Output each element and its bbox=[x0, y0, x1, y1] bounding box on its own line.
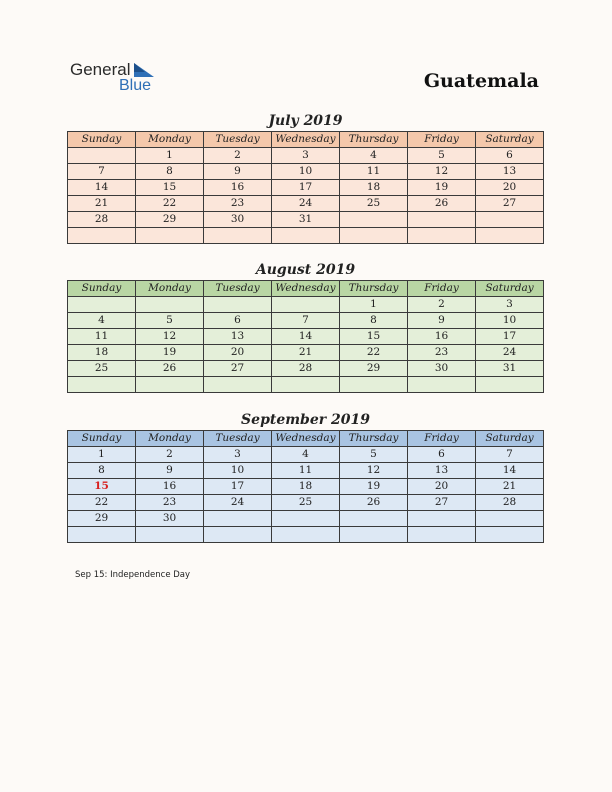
day-cell: 29 bbox=[136, 212, 204, 228]
day-cell: 12 bbox=[408, 164, 476, 180]
empty-cell bbox=[272, 527, 340, 543]
empty-cell bbox=[204, 377, 272, 393]
day-cell: 10 bbox=[272, 164, 340, 180]
empty-cell bbox=[204, 297, 272, 313]
day-cell: 27 bbox=[408, 495, 476, 511]
month-september bbox=[67, 410, 544, 543]
weekday-monday: Monday bbox=[136, 132, 204, 148]
weekday-sunday: Sunday bbox=[68, 281, 136, 297]
week-row bbox=[68, 527, 544, 543]
day-cell: 6 bbox=[408, 447, 476, 463]
empty-cell bbox=[272, 228, 340, 244]
generalblue-logo bbox=[70, 60, 170, 96]
week-row bbox=[68, 148, 544, 164]
day-cell: 25 bbox=[272, 495, 340, 511]
day-cell: 23 bbox=[204, 196, 272, 212]
day-cell: 4 bbox=[340, 148, 408, 164]
day-cell: 25 bbox=[340, 196, 408, 212]
day-cell: 28 bbox=[272, 361, 340, 377]
empty-cell bbox=[340, 212, 408, 228]
day-cell: 6 bbox=[476, 148, 544, 164]
empty-cell bbox=[476, 511, 544, 527]
weekday-saturday: Saturday bbox=[476, 431, 544, 447]
weekday-thursday: Thursday bbox=[340, 132, 408, 148]
empty-cell bbox=[68, 377, 136, 393]
empty-cell bbox=[408, 212, 476, 228]
calendar-table bbox=[67, 131, 544, 244]
day-cell: 21 bbox=[68, 196, 136, 212]
weekday-saturday: Saturday bbox=[476, 281, 544, 297]
day-cell: 27 bbox=[476, 196, 544, 212]
day-cell: 9 bbox=[136, 463, 204, 479]
week-row bbox=[68, 447, 544, 463]
weekday-header-row bbox=[68, 431, 544, 447]
day-cell: 21 bbox=[272, 345, 340, 361]
holiday-note: Sep 15: Independence Day bbox=[75, 570, 191, 580]
calendar-table bbox=[67, 280, 544, 393]
week-row bbox=[68, 196, 544, 212]
day-cell: 16 bbox=[204, 180, 272, 196]
day-cell: 4 bbox=[68, 313, 136, 329]
month-title: July 2019 bbox=[268, 113, 343, 129]
weekday-saturday: Saturday bbox=[476, 132, 544, 148]
day-cell: 12 bbox=[340, 463, 408, 479]
day-cell: 25 bbox=[68, 361, 136, 377]
empty-cell bbox=[476, 212, 544, 228]
week-row bbox=[68, 228, 544, 244]
empty-cell bbox=[408, 228, 476, 244]
weekday-tuesday: Tuesday bbox=[204, 281, 272, 297]
day-cell: 13 bbox=[408, 463, 476, 479]
day-cell: 24 bbox=[476, 345, 544, 361]
empty-cell bbox=[340, 228, 408, 244]
day-cell: 23 bbox=[136, 495, 204, 511]
day-cell: 1 bbox=[136, 148, 204, 164]
logo-text-general: General bbox=[70, 60, 131, 79]
empty-cell bbox=[408, 377, 476, 393]
day-cell: 28 bbox=[476, 495, 544, 511]
day-cell: 24 bbox=[272, 196, 340, 212]
empty-cell bbox=[204, 511, 272, 527]
month-august bbox=[67, 260, 544, 393]
day-cell: 14 bbox=[272, 329, 340, 345]
day-cell: 8 bbox=[136, 164, 204, 180]
day-cell: 7 bbox=[68, 164, 136, 180]
weekday-header-row bbox=[68, 132, 544, 148]
day-cell: 26 bbox=[340, 495, 408, 511]
day-cell: 1 bbox=[340, 297, 408, 313]
day-cell: 29 bbox=[68, 511, 136, 527]
day-cell: 5 bbox=[340, 447, 408, 463]
day-cell: 30 bbox=[136, 511, 204, 527]
day-cell: 10 bbox=[476, 313, 544, 329]
empty-cell bbox=[408, 527, 476, 543]
day-cell: 19 bbox=[136, 345, 204, 361]
week-row bbox=[68, 377, 544, 393]
empty-cell bbox=[204, 228, 272, 244]
day-cell: 6 bbox=[204, 313, 272, 329]
day-cell: 27 bbox=[204, 361, 272, 377]
week-row bbox=[68, 329, 544, 345]
day-cell: 2 bbox=[136, 447, 204, 463]
week-row bbox=[68, 180, 544, 196]
empty-cell bbox=[136, 377, 204, 393]
week-row bbox=[68, 511, 544, 527]
day-cell: 8 bbox=[340, 313, 408, 329]
empty-cell bbox=[340, 527, 408, 543]
calendar-body bbox=[68, 148, 544, 244]
weekday-friday: Friday bbox=[408, 281, 476, 297]
day-cell: 3 bbox=[272, 148, 340, 164]
day-cell: 8 bbox=[68, 463, 136, 479]
weekday-sunday: Sunday bbox=[68, 431, 136, 447]
empty-cell bbox=[476, 377, 544, 393]
logo-flag-icon bbox=[134, 63, 154, 77]
day-cell: 13 bbox=[204, 329, 272, 345]
day-cell: 15 bbox=[340, 329, 408, 345]
day-cell: 11 bbox=[272, 463, 340, 479]
empty-cell bbox=[340, 511, 408, 527]
calendar-table bbox=[67, 430, 544, 543]
day-cell: 18 bbox=[340, 180, 408, 196]
day-cell: 3 bbox=[476, 297, 544, 313]
week-row bbox=[68, 313, 544, 329]
weekday-thursday: Thursday bbox=[340, 431, 408, 447]
calendar-body bbox=[68, 447, 544, 543]
day-cell: 2 bbox=[408, 297, 476, 313]
empty-cell bbox=[136, 228, 204, 244]
country-title: Guatemala bbox=[423, 70, 539, 92]
month-title: August 2019 bbox=[255, 262, 356, 278]
holiday-day-cell: 15 bbox=[68, 479, 136, 495]
day-cell: 18 bbox=[272, 479, 340, 495]
day-cell: 17 bbox=[272, 180, 340, 196]
weekday-friday: Friday bbox=[408, 431, 476, 447]
weekday-tuesday: Tuesday bbox=[204, 132, 272, 148]
day-cell: 19 bbox=[408, 180, 476, 196]
empty-cell bbox=[136, 297, 204, 313]
weekday-wednesday: Wednesday bbox=[272, 431, 340, 447]
day-cell: 5 bbox=[136, 313, 204, 329]
empty-cell bbox=[68, 297, 136, 313]
empty-cell bbox=[272, 377, 340, 393]
day-cell: 11 bbox=[68, 329, 136, 345]
day-cell: 16 bbox=[136, 479, 204, 495]
day-cell: 22 bbox=[136, 196, 204, 212]
week-row bbox=[68, 345, 544, 361]
weekday-friday: Friday bbox=[408, 132, 476, 148]
day-cell: 31 bbox=[272, 212, 340, 228]
day-cell: 19 bbox=[340, 479, 408, 495]
calendar-body bbox=[68, 297, 544, 393]
week-row bbox=[68, 495, 544, 511]
day-cell: 15 bbox=[136, 180, 204, 196]
day-cell: 14 bbox=[476, 463, 544, 479]
empty-cell bbox=[68, 148, 136, 164]
day-cell: 13 bbox=[476, 164, 544, 180]
day-cell: 20 bbox=[408, 479, 476, 495]
day-cell: 22 bbox=[340, 345, 408, 361]
day-cell: 30 bbox=[204, 212, 272, 228]
day-cell: 5 bbox=[408, 148, 476, 164]
day-cell: 2 bbox=[204, 148, 272, 164]
day-cell: 31 bbox=[476, 361, 544, 377]
empty-cell bbox=[476, 228, 544, 244]
day-cell: 7 bbox=[476, 447, 544, 463]
weekday-monday: Monday bbox=[136, 431, 204, 447]
day-cell: 17 bbox=[476, 329, 544, 345]
week-row bbox=[68, 297, 544, 313]
month-july bbox=[67, 111, 544, 244]
week-row bbox=[68, 479, 544, 495]
day-cell: 20 bbox=[476, 180, 544, 196]
day-cell: 18 bbox=[68, 345, 136, 361]
day-cell: 3 bbox=[204, 447, 272, 463]
day-cell: 22 bbox=[68, 495, 136, 511]
day-cell: 24 bbox=[204, 495, 272, 511]
month-title: September 2019 bbox=[241, 412, 370, 428]
empty-cell bbox=[272, 511, 340, 527]
empty-cell bbox=[476, 527, 544, 543]
day-cell: 1 bbox=[68, 447, 136, 463]
day-cell: 26 bbox=[408, 196, 476, 212]
weekday-thursday: Thursday bbox=[340, 281, 408, 297]
empty-cell bbox=[408, 511, 476, 527]
day-cell: 17 bbox=[204, 479, 272, 495]
empty-cell bbox=[136, 527, 204, 543]
day-cell: 29 bbox=[340, 361, 408, 377]
day-cell: 9 bbox=[408, 313, 476, 329]
empty-cell bbox=[204, 527, 272, 543]
day-cell: 12 bbox=[136, 329, 204, 345]
day-cell: 9 bbox=[204, 164, 272, 180]
weekday-tuesday: Tuesday bbox=[204, 431, 272, 447]
week-row bbox=[68, 463, 544, 479]
day-cell: 28 bbox=[68, 212, 136, 228]
day-cell: 23 bbox=[408, 345, 476, 361]
day-cell: 14 bbox=[68, 180, 136, 196]
day-cell: 16 bbox=[408, 329, 476, 345]
empty-cell bbox=[68, 527, 136, 543]
empty-cell bbox=[272, 297, 340, 313]
day-cell: 10 bbox=[204, 463, 272, 479]
week-row bbox=[68, 164, 544, 180]
day-cell: 20 bbox=[204, 345, 272, 361]
weekday-monday: Monday bbox=[136, 281, 204, 297]
day-cell: 7 bbox=[272, 313, 340, 329]
day-cell: 21 bbox=[476, 479, 544, 495]
weekday-sunday: Sunday bbox=[68, 132, 136, 148]
week-row bbox=[68, 212, 544, 228]
day-cell: 11 bbox=[340, 164, 408, 180]
day-cell: 26 bbox=[136, 361, 204, 377]
weekday-wednesday: Wednesday bbox=[272, 281, 340, 297]
day-cell: 30 bbox=[408, 361, 476, 377]
day-cell: 4 bbox=[272, 447, 340, 463]
logo-text-blue: Blue bbox=[119, 77, 152, 94]
weekday-wednesday: Wednesday bbox=[272, 132, 340, 148]
week-row bbox=[68, 361, 544, 377]
weekday-header-row bbox=[68, 281, 544, 297]
empty-cell bbox=[340, 377, 408, 393]
empty-cell bbox=[68, 228, 136, 244]
